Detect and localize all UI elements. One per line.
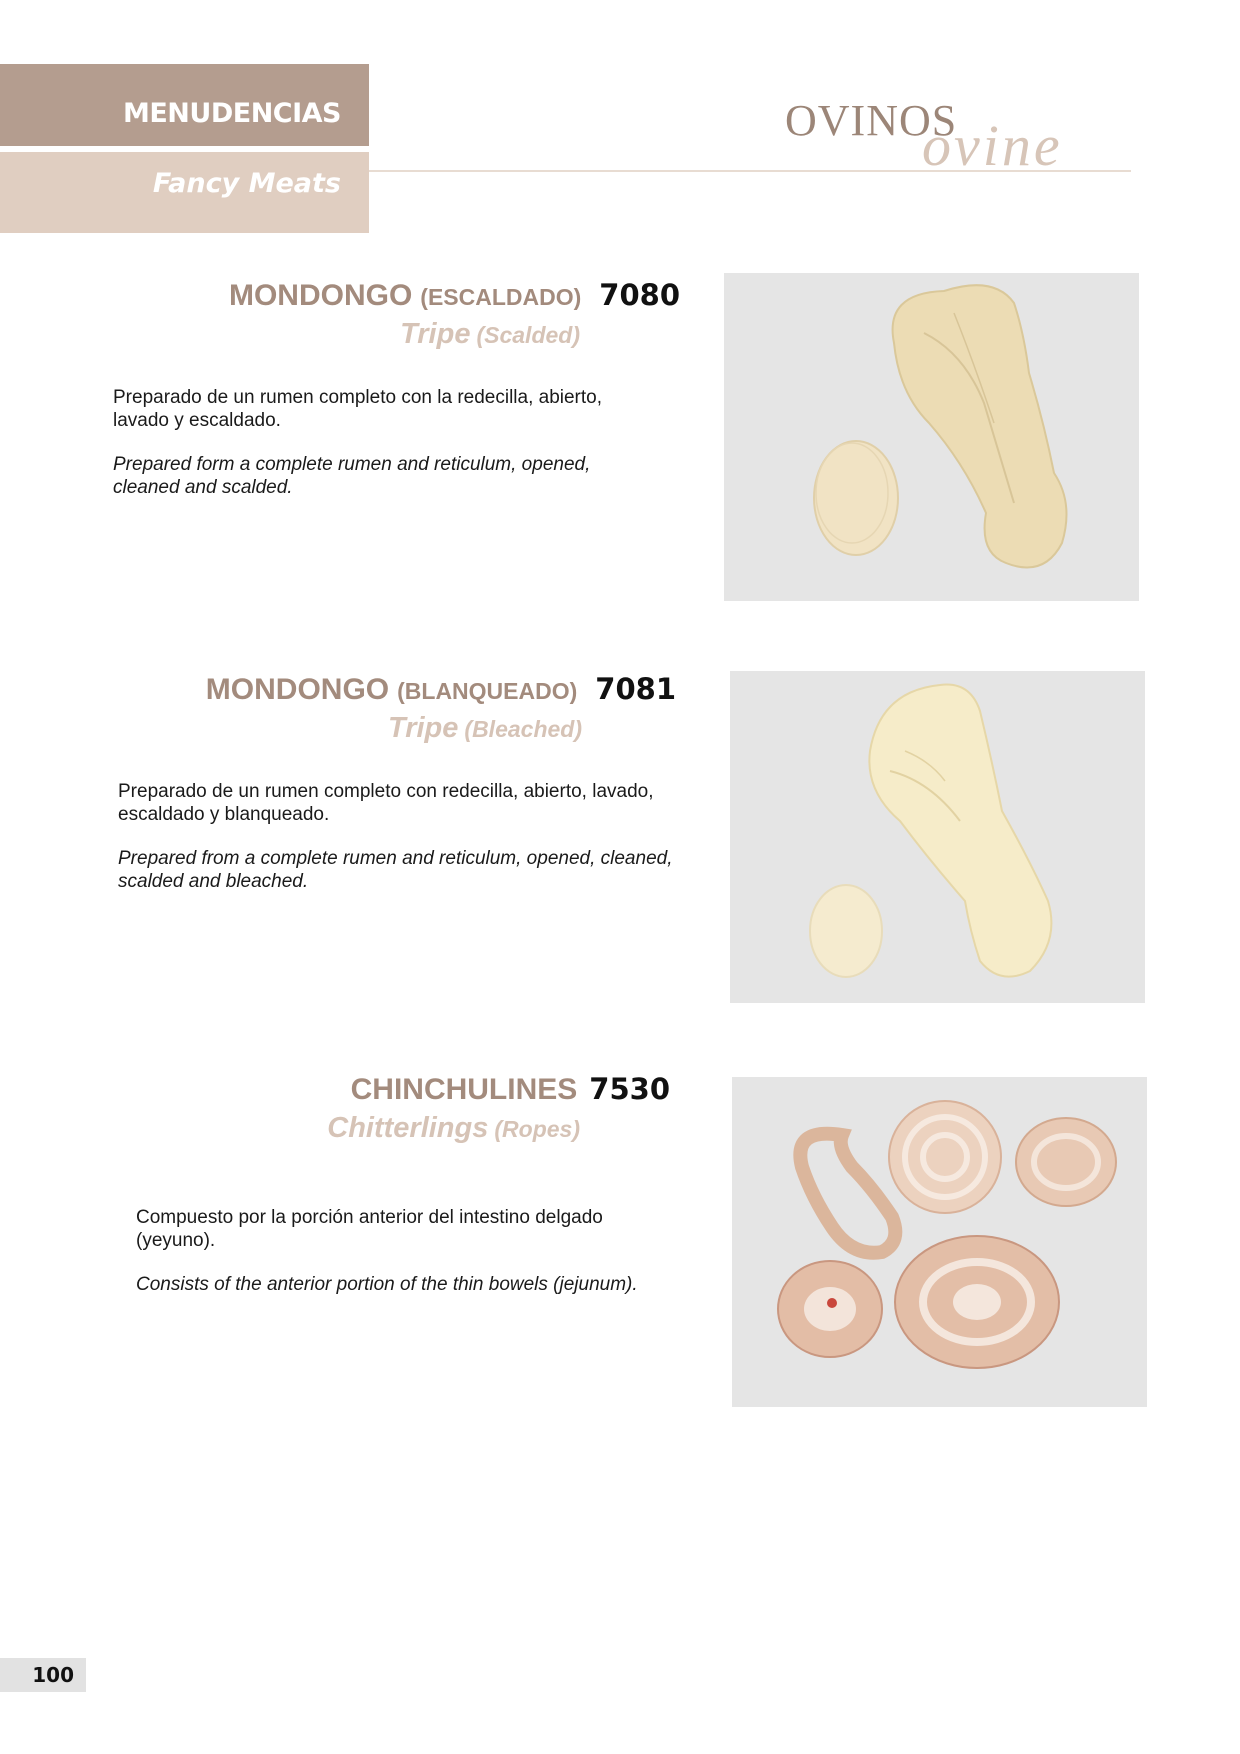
product-subtitle-line — [400, 318, 580, 351]
product-heading-7080 — [0, 278, 680, 368]
product-name: MONDONGO — [205, 673, 390, 706]
product-name-en: Chitterlings — [327, 1112, 489, 1144]
product-title-line — [206, 672, 676, 707]
product-heading-7530 — [0, 1072, 670, 1162]
product-subtitle-line — [327, 1112, 580, 1145]
product-photo-chitterlings — [732, 1077, 1147, 1407]
chitterlings-illustration — [732, 1077, 1147, 1407]
product-name: CHINCHULINES — [350, 1073, 578, 1106]
species-en-title: ovine — [922, 113, 1063, 178]
category-title: MENUDENCIAS — [123, 98, 341, 129]
product-name-en: Tripe — [400, 318, 471, 350]
product-description-en: Consists of the anterior portion of the thin bowels (jejunum). — [136, 1274, 638, 1295]
product-heading-7081 — [0, 672, 676, 762]
product-qualifier-en: (Bleached) — [464, 716, 582, 742]
product-title-line — [229, 278, 680, 313]
page-number: 100 — [32, 1663, 74, 1687]
tripe-bleached-illustration — [730, 671, 1145, 1003]
category-tab — [0, 64, 369, 146]
product-description-es: Compuesto por la porción anterior del intestino delgado (yeyuno). — [136, 1207, 603, 1251]
species-title: OVINOS — [785, 96, 958, 145]
product-description-en: Prepared form a complete rumen and reticulum, opened, cleaned and scalded. — [113, 454, 591, 498]
product-description-en: Prepared from a complete rumen and reticulum, opened, cleaned, scalded and bleached. — [118, 848, 673, 892]
product-qualifier: (ESCALDADO) — [420, 284, 582, 310]
product-code: 7530 — [589, 1072, 670, 1106]
product-description-es: Preparado de un rumen completo con la redecilla, abierto, lavado y escaldado. — [113, 387, 603, 431]
category-en-tab — [0, 152, 369, 233]
product-subtitle-line — [388, 712, 582, 745]
page-number-box — [0, 1658, 86, 1692]
product-code: 7080 — [599, 278, 680, 312]
product-name: MONDONGO — [228, 279, 413, 312]
product-qualifier-en: (Scalded) — [476, 322, 580, 348]
product-photo-tripe-bleached — [730, 671, 1145, 1003]
product-code: 7081 — [595, 672, 676, 706]
product-name-en: Tripe — [388, 712, 459, 744]
category-en-title: Fancy Meats — [152, 168, 341, 199]
tripe-scalded-illustration — [724, 273, 1139, 601]
product-qualifier-en: (Ropes) — [494, 1116, 580, 1142]
product-qualifier: (BLANQUEADO) — [397, 678, 578, 704]
product-photo-tripe-scalded — [724, 273, 1139, 601]
product-title-line — [351, 1072, 670, 1107]
product-description-es: Preparado de un rumen completo con redecilla, abierto, lavado, escaldado y blanqueado. — [118, 781, 654, 825]
